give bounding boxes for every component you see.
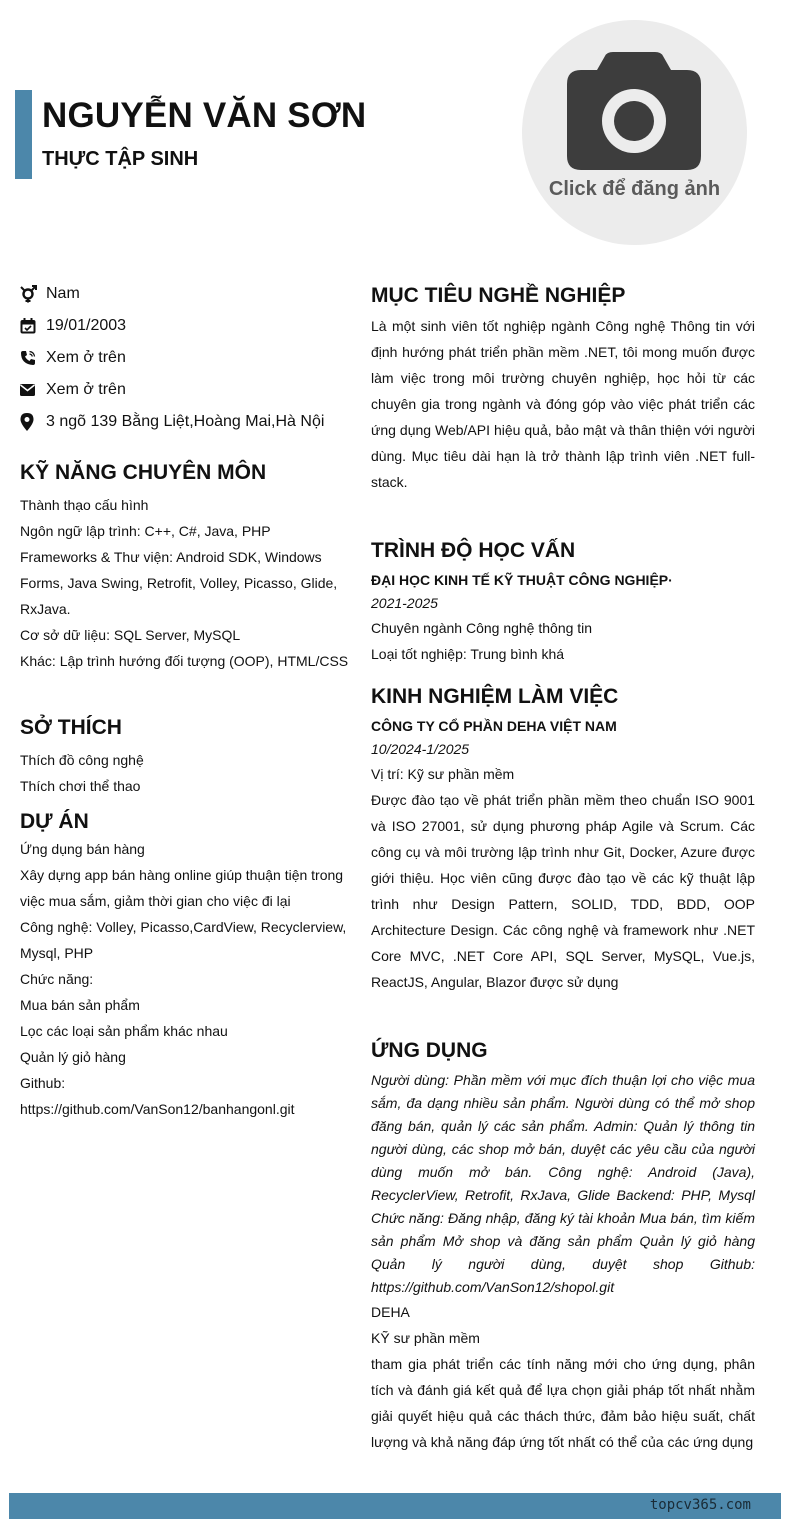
skill-item[interactable]: Frameworks & Thư viện: Android SDK, Windows Forms, Java Swing, Retrofit, Volley, Picasso, Glide, RxJava. — [20, 549, 338, 617]
applications-text[interactable]: Người dùng: Phần mềm với mục đích thuận lợi cho việc mua sắm, đa dạng nhiều sản phẩm. Người dùng có thể mở shop đăng bán, quản lý các sản phẩm. Admin: Quản lý thông tin người dùng, các shop mở bán, duyệt các yêu cầu của người dùng muốn mở bán. Công nghệ: Android (Java), RecyclerView, Retrofit, RxJava, Glide Backend: PHP, Mysql Chức năng: Đăng nhập, đăng ký tài khoản Mua bán, tìm kiếm sản phẩm Mở shop và đăng sản phẩm Quản lý giỏ hàng Quản lý người dùng, duyệt shop Github: https://github.com/VanSon12/shopol.git — [371, 1072, 755, 1295]
hobby-item[interactable]: Thích chơi thể thao — [20, 778, 141, 794]
skills-list — [20, 492, 350, 674]
project-item[interactable]: Công nghệ: Volley, Picasso,CardView, Recyclerview, Mysql, PHP — [20, 919, 347, 961]
phone-icon — [20, 349, 46, 367]
project-item[interactable]: Lọc các loại sản phẩm khác nhau — [20, 1023, 228, 1039]
photo-upload[interactable] — [522, 20, 747, 245]
candidate-name[interactable]: NGUYỄN VĂN SƠN — [42, 96, 367, 135]
applications-org[interactable]: DEHA — [371, 1304, 410, 1320]
skill-item[interactable]: Khác: Lập trình hướng đối tượng (OOP), HTML/CSS — [20, 653, 349, 669]
hobby-item[interactable]: Thích đồ công nghệ — [20, 752, 144, 768]
project-github-link[interactable]: https://github.com/VanSon12/banhangonl.git — [20, 1101, 295, 1117]
skill-item[interactable]: Thành thạo cấu hình — [20, 497, 149, 513]
contact-gender[interactable] — [20, 278, 350, 310]
contact-address[interactable] — [20, 406, 350, 438]
candidate-role[interactable]: THỰC TẬP SINH — [42, 148, 199, 170]
contact-birthday[interactable] — [20, 310, 350, 342]
phone-value: Xem ở trên — [46, 349, 126, 366]
footer-brand[interactable]: topcv365.com — [649, 1497, 751, 1513]
birthday-value: 19/01/2003 — [46, 317, 127, 334]
project-item[interactable]: Chức năng: — [20, 971, 94, 987]
projects-title: DỰ ÁN — [20, 810, 89, 833]
contact-phone[interactable] — [20, 342, 350, 374]
skill-item[interactable]: Cơ sở dữ liệu: SQL Server, MySQL — [20, 627, 241, 643]
projects-list — [20, 836, 350, 1122]
experience-company[interactable]: CÔNG TY CỔ PHẦN DEHA VIỆT NAM — [371, 718, 617, 734]
left-column — [20, 278, 350, 1122]
project-item[interactable]: Ứng dụng bán hàng — [20, 841, 145, 857]
hobbies-list — [20, 747, 350, 799]
footer-bar — [9, 1493, 781, 1519]
address-value: 3 ngõ 139 Bằng Liệt,Hoàng Mai,Hà Nội — [46, 413, 325, 430]
experience-position[interactable]: Vị trí: Kỹ sư phần mềm — [371, 766, 515, 782]
objective-title: MỤC TIÊU NGHỀ NGHIỆP — [371, 284, 626, 307]
education-school[interactable]: ĐẠI HỌC KINH TẾ KỸ THUẬT CÔNG NGHIỆP· — [371, 572, 673, 588]
skills-title: KỸ NĂNG CHUYÊN MÔN — [20, 461, 267, 484]
experience-period[interactable]: 10/2024-1/2025 — [371, 741, 470, 757]
calendar-icon — [20, 317, 46, 335]
objective-text[interactable]: Là một sinh viên tốt nghiệp ngành Công nghệ Thông tin với định hướng phát triển phần mềm .NET, tôi mong muốn được làm việc trong môi trường chuyên nghiệp, học hỏi từ các chuyên gia trong ngành và đóng góp vào việc phát triển các ứng dụng Web/API hiệu quả, bảo mật và thân thiện với người dùng. Mục tiêu dài hạn là trở thành lập trình viên .NET full-stack. — [371, 318, 755, 490]
project-item[interactable]: Quản lý giỏ hàng — [20, 1049, 126, 1065]
name-accent-bar — [15, 90, 32, 179]
project-item[interactable]: Xây dựng app bán hàng online giúp thuận tiện trong việc mua sắm, giảm thời gian cho việc đi lại — [20, 867, 344, 909]
location-pin-icon — [20, 413, 46, 431]
education-grade[interactable]: Loại tốt nghiệp: Trung bình khá — [371, 646, 565, 662]
education-major[interactable]: Chuyên ngành Công nghệ thông tin — [371, 620, 593, 636]
experience-title: KINH NGHIỆM LÀM VIỆC — [371, 685, 619, 708]
education-title: TRÌNH ĐỘ HỌC VẤN — [371, 539, 576, 562]
applications-description[interactable]: tham gia phát triển các tính năng mới cho ứng dụng, phân tích và đánh giá kết quả để lựa chọn giải pháp tốt nhất nhằm giải quyết hiệu quả các thách thức, đảm bảo hiệu suất, chất lượng và khả năng đáp ứng tốt nhất có thể của các ứng dụng — [371, 1356, 755, 1450]
applications-title: ỨNG DỤNG — [371, 1039, 488, 1062]
education-period[interactable]: 2021-2025 — [371, 595, 438, 611]
skill-item[interactable]: Ngôn ngữ lập trình: C++, C#, Java, PHP — [20, 523, 271, 539]
photo-upload-label: Click để đăng ảnh — [548, 178, 721, 200]
email-value: Xem ở trên — [46, 381, 126, 398]
gender-value: Nam — [46, 285, 80, 302]
applications-role[interactable]: KỸ sư phần mềm — [371, 1330, 480, 1346]
right-column — [371, 282, 755, 1455]
gender-icon — [20, 285, 46, 303]
contact-email[interactable] — [20, 374, 350, 406]
envelope-icon — [20, 381, 46, 399]
experience-description[interactable]: Được đào tạo về phát triển phần mềm theo chuẩn ISO 9001 và ISO 27001, sử dụng phương pháp Agile và Scrum. Các công cụ và môi trường lập trình như Git, Docker, Azure được giới thiệu. Học viên cũng được đào tạo về các kỹ thuật lập trình như Design Pattern, SOLID, TDD, BDD, OOP Architecture Design. Các công nghệ và framework như .NET Core MVC, .NET Core API, SQL Server, MySQL, Vue.js, ReactJS, Angular, Blazor được sử dụng — [371, 792, 755, 990]
camera-icon — [567, 52, 701, 170]
project-item[interactable]: Github: — [20, 1075, 66, 1091]
hobbies-title: SỞ THÍCH — [20, 716, 122, 739]
project-item[interactable]: Mua bán sản phẩm — [20, 997, 140, 1013]
